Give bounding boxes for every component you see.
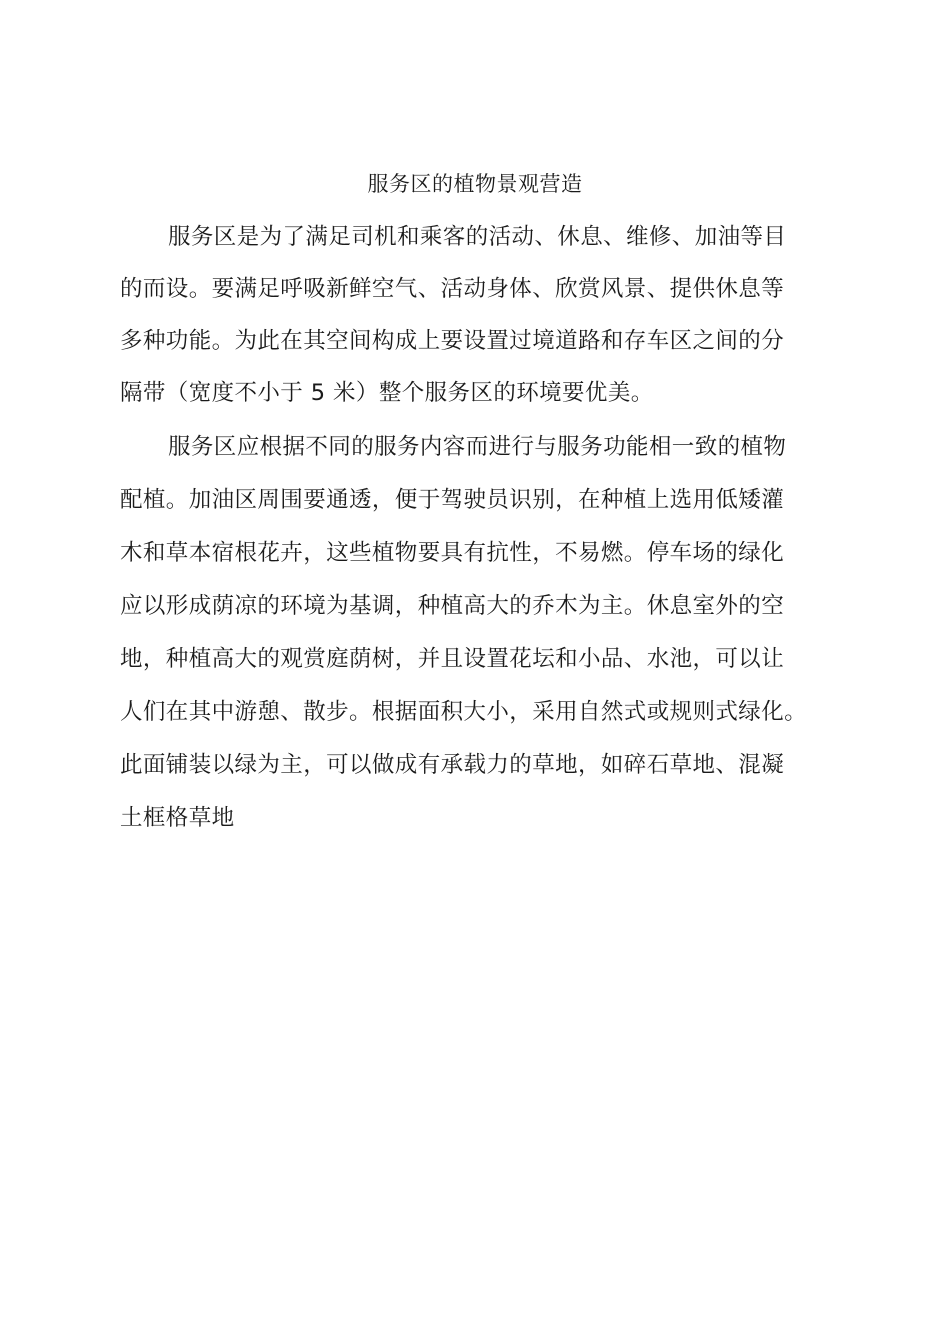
- paragraph-line: 多种功能。为此在其空间构成上要设置过境道路和存车区之间的分: [120, 328, 785, 354]
- paragraph-line: 地，种植高大的观赏庭荫树，并且设置花坛和小品、水池，可以让: [120, 646, 785, 672]
- document-title: 服务区的植物景观营造: [367, 172, 583, 196]
- paragraph-line: 土框格草地: [120, 805, 235, 831]
- paragraph-line: 此面铺装以绿为主，可以做成有承载力的草地，如碎石草地、混凝: [120, 752, 785, 778]
- paragraph-line: 服务区应根据不同的服务内容而进行与服务功能相一致的植物: [168, 434, 787, 460]
- paragraph-line: 服务区是为了满足司机和乘客的活动、休息、维修、加油等目: [168, 224, 787, 250]
- paragraph-line: 隔带（宽度不小于 5 米）整个服务区的环境要优美。: [120, 380, 654, 406]
- paragraph-line: 木和草本宿根花卉，这些植物要具有抗性，不易燃。停车场的绿化: [120, 540, 785, 566]
- paragraph-line: 人们在其中游憩、散步。根据面积大小，采用自然式或规则式绿化。: [120, 699, 808, 725]
- paragraph-line: 配植。加油区周围要通透，便于驾驶员识别，在种植上选用低矮灌: [120, 487, 785, 513]
- paragraph-line: 的而设。要满足呼吸新鲜空气、活动身体、欣赏风景、提供休息等: [120, 276, 785, 302]
- paragraph-line: 应以形成荫凉的环境为基调，种植高大的乔木为主。休息室外的空: [120, 593, 785, 619]
